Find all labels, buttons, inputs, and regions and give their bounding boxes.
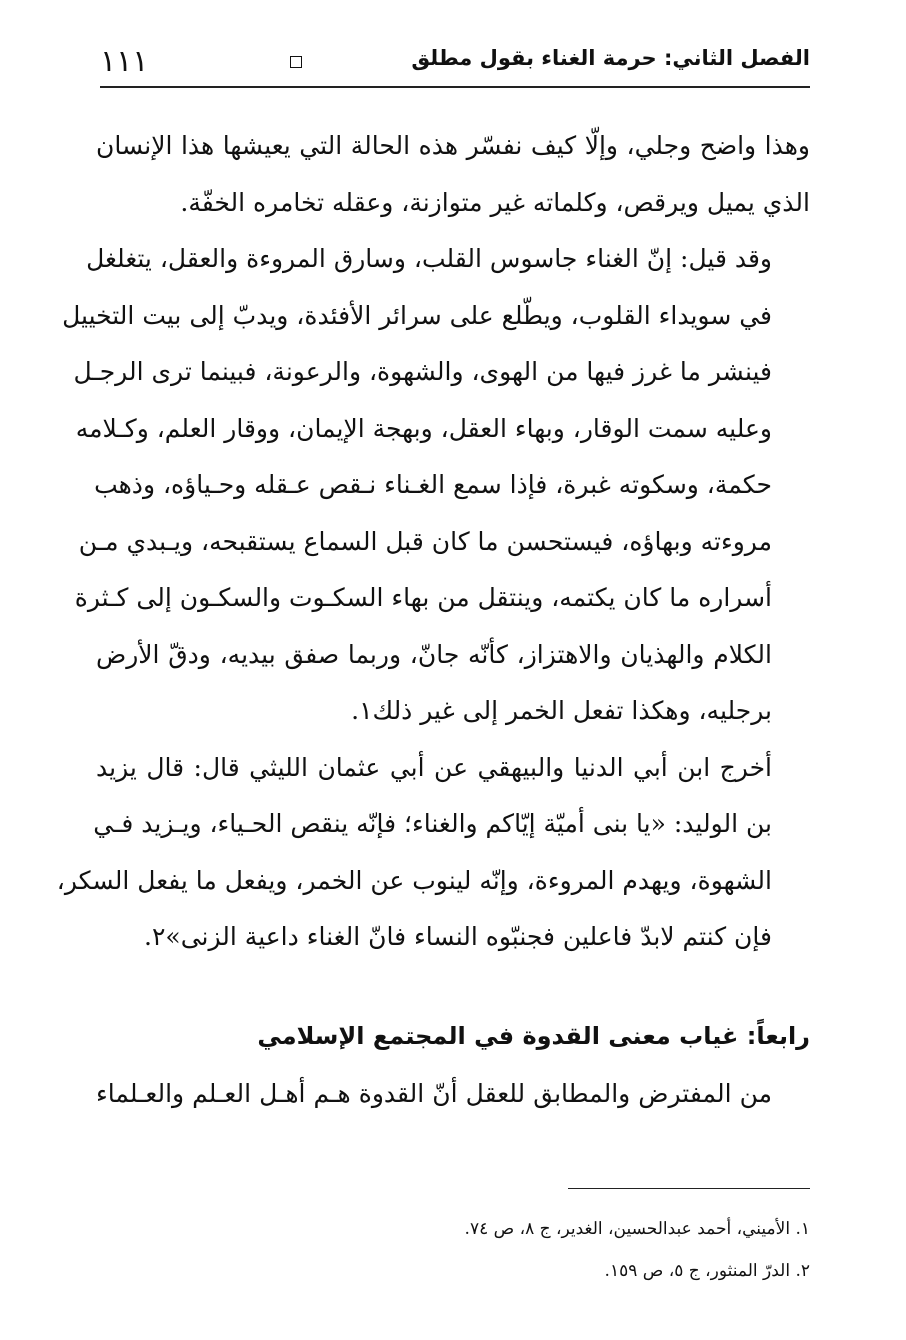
text-line: وقد قيل: إنّ الغناء جاسوس القلب، وسارق المروءة والعقل، يتغلغل <box>86 244 772 273</box>
text-line: من المفترض والمطابق للعقل أنّ القدوة هـم أهـل العـلم والعـلماء <box>96 1079 772 1108</box>
footnote-1: ١. الأميني، أحمد عبدالحسين، الغدير، ج ٨، ص ٧٤. <box>464 1219 810 1239</box>
paragraph-3 <box>56 740 810 966</box>
text-line: فينشر ما غرز فيها من الهوى، والشهوة، والرعونة، فبينما ترى الرجـل <box>73 357 772 386</box>
text-line: فإن كنتم لابدّ فاعلين فجنبّوه النساء فانّ الغناء داعية الزنى»٢. <box>144 922 772 951</box>
footnotes <box>96 1208 810 1292</box>
body-text <box>56 118 810 966</box>
paragraph-4 <box>96 1066 810 1123</box>
footnote-2: ٢. الدرّ المنثور، ج ٥، ص ١٥٩. <box>604 1261 810 1281</box>
text-line: في سويداء القلوب، ويطّلع على سرائر الأفئدة، ويدبّ إلى بيت التخييل <box>62 300 772 330</box>
footnote-divider <box>568 1188 810 1189</box>
running-header <box>100 42 810 88</box>
page-number: ١١١ <box>100 44 149 79</box>
text-line: وعليه سمت الوقار، وبهاء العقل، وبهجة الإيمان، ووقار العلم، وكـلامه <box>75 413 772 443</box>
paragraph-1 <box>96 118 810 231</box>
text-line: أخرج ابن أبي الدنيا والبيهقي عن أبي عثمان الليثي قال: قال يزيد <box>96 752 772 782</box>
text-line: مروءته وبهاؤه، فيستحسن ما كان قبل السماع يستقبحه، ويـبدي مـن <box>78 526 772 556</box>
section-body <box>96 1066 810 1123</box>
text-line: حكمة، وسكوته غبرة، فإذا سمع الغـناء نـقص عـقله وحـياؤه، وذهب <box>94 470 772 499</box>
chapter-title: الفصل الثاني: حرمة الغناء بقول مطلق <box>411 46 810 70</box>
text-line: الذي يميل ويرقص، وكلماته غير متوازنة، وعقله تخامره الخفّة. <box>180 187 810 217</box>
section-heading: رابعاً: غياب معنى القدوة في المجتمع الإسلامي <box>257 1022 810 1050</box>
text-line: الكلام والهذيان والاهتزاز، كأنّه جانّ، وربما صفق بيديه، ودقّ الأرض <box>96 639 772 669</box>
text-line: برجليه، وهكذا تفعل الخمر إلى غير ذلك١. <box>351 696 772 725</box>
text-line: بن الوليد: «يا بنى أميّة إيّاكم والغناء؛ فإنّه ينقص الحـياء، ويـزيد فـي <box>93 809 772 838</box>
paragraph-2 <box>62 231 810 740</box>
text-line: الشهوة، ويهدم المروءة، وإنّه لينوب عن الخمر، ويفعل ما يفعل السكر، <box>56 865 772 895</box>
square-ornament-icon <box>290 56 302 68</box>
text-line: وهذا واضح وجلي، وإلّا كيف نفسّر هذه الحالة التي يعيشها هذا الإنسان <box>96 131 810 160</box>
text-line: أسراره ما كان يكتمه، وينتقل من بهاء السكـوت والسكـون إلى كـثرة <box>74 583 772 612</box>
